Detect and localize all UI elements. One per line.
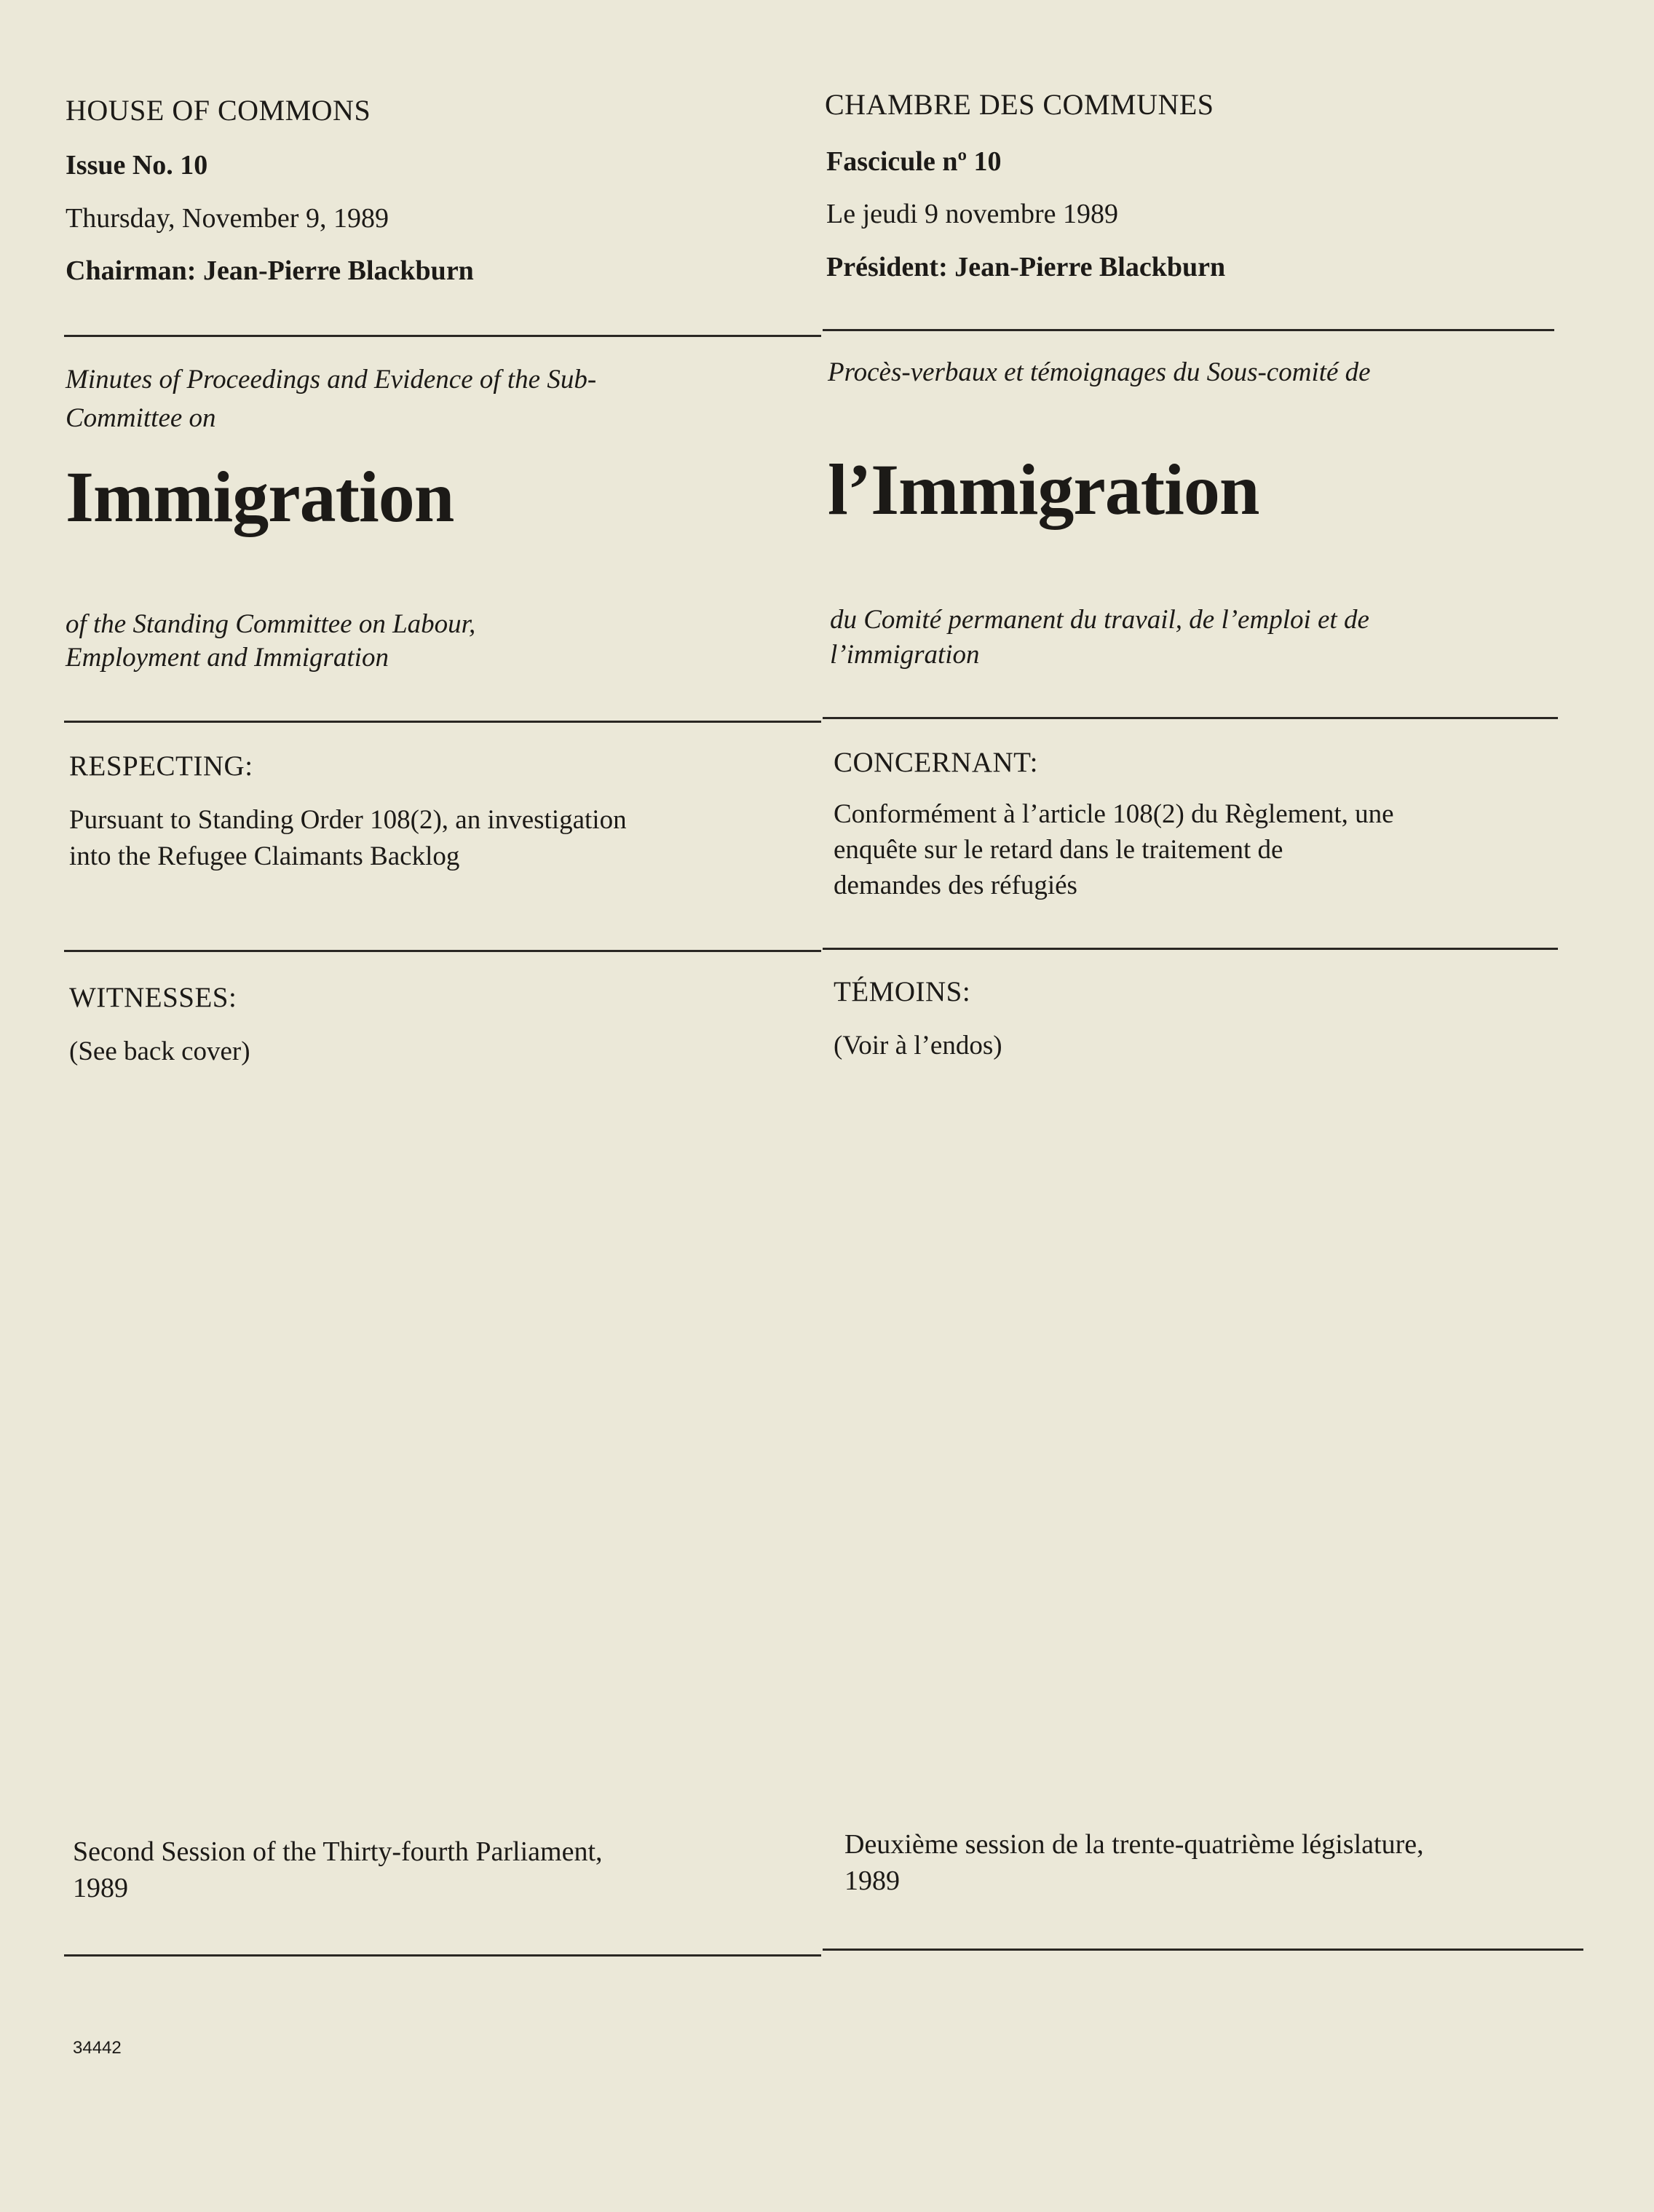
- publication-title-fr: l’Immigration: [828, 449, 1259, 530]
- minutes-title-line1: Minutes of Proceedings and Evidence of the Sub-: [66, 365, 597, 395]
- session-line2: 1989: [73, 1873, 128, 1903]
- session-line1: Second Session of the Thirty-fourth Parliament,: [73, 1836, 603, 1867]
- section-rule-fr: [823, 948, 1558, 950]
- minutes-title-line2: Committee on: [66, 403, 216, 433]
- print-number: 34442: [73, 2038, 122, 2058]
- header-rule-fr: [823, 329, 1554, 331]
- concernant-label: CONCERNANT:: [834, 747, 1038, 778]
- fascicule-number: Fascicule nº 10: [826, 146, 1002, 177]
- committee-fr-line1: du Comité permanent du travail, de l’emploi et de: [830, 605, 1369, 635]
- proces-verbaux-title: Procès-verbaux et témoignages du Sous-comité de: [828, 357, 1371, 387]
- temoins-label: TÉMOINS:: [834, 976, 971, 1007]
- concernant-text-line2: enquête sur le retard dans le traitement de: [834, 835, 1283, 865]
- house-of-commons-heading: HOUSE OF COMMONS: [66, 94, 371, 127]
- committee-line2: Employment and Immigration: [66, 643, 389, 673]
- committee-fr-line2: l’immigration: [830, 640, 980, 670]
- footer-rule: [64, 1954, 821, 1957]
- witnesses-label: WITNESSES:: [69, 982, 237, 1013]
- witnesses-text: (See back cover): [69, 1036, 250, 1066]
- bleed-through-text: [44, 295, 50, 324]
- section-rule: [64, 721, 821, 723]
- committee-line1: of the Standing Committee on Labour,: [66, 609, 476, 639]
- publication-title: Immigration: [66, 456, 454, 537]
- president-line: Président: Jean-Pierre Blackburn: [826, 252, 1226, 282]
- concernant-text-line3: demandes des réfugiés: [834, 871, 1077, 900]
- respecting-text-line1: Pursuant to Standing Order 108(2), an investigation: [69, 805, 627, 835]
- temoins-text: (Voir à l’endos): [834, 1031, 1002, 1061]
- header-rule: [64, 335, 821, 337]
- respecting-text-line2: into the Refugee Claimants Backlog: [69, 841, 460, 871]
- respecting-label: RESPECTING:: [69, 750, 253, 782]
- section-rule-fr: [823, 717, 1558, 719]
- chairman-line: Chairman: Jean-Pierre Blackburn: [66, 255, 474, 286]
- session-fr-line1: Deuxième session de la trente-quatrième législature,: [844, 1829, 1424, 1860]
- meeting-date: Thursday, November 9, 1989: [66, 203, 389, 234]
- footer-rule-fr: [823, 1949, 1583, 1951]
- meeting-date-fr: Le jeudi 9 novembre 1989: [826, 199, 1119, 229]
- chambre-des-communes-heading: CHAMBRE DES COMMUNES: [825, 88, 1214, 121]
- section-rule: [64, 950, 821, 952]
- concernant-text-line1: Conformément à l’article 108(2) du Règlement, une: [834, 799, 1394, 829]
- session-fr-line2: 1989: [844, 1866, 900, 1896]
- issue-number: Issue No. 10: [66, 150, 208, 181]
